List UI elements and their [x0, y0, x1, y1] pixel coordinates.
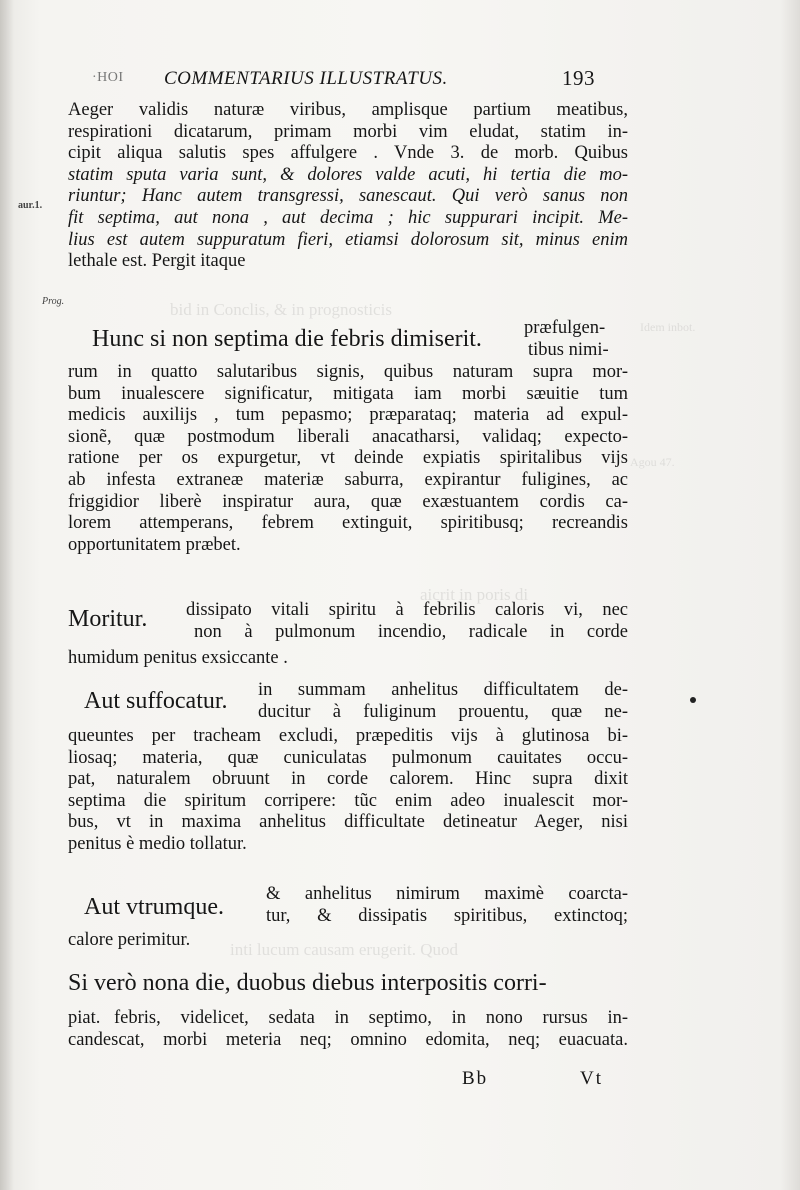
- text-line: in summam anhelitus difficultatem de-: [258, 680, 628, 700]
- text-line: opportunitatem præbet.: [68, 534, 241, 555]
- text-line: bum inualescere significatur, mitigata iam morbi sæuitie tum: [68, 383, 628, 404]
- lemma-heading: Si verò nona die, duobus diebus interpositis corri-: [68, 970, 547, 996]
- paragraph-lemma1: [68, 362, 628, 556]
- catchword: Vt: [580, 1068, 603, 1089]
- lemma-side-text: [524, 318, 628, 361]
- text-line: respirationi dicatarum, primam morbi vim eludat, statim in-: [68, 121, 628, 142]
- spine-shadow: [0, 0, 14, 1190]
- text-line: ducitur à fuliginum prouentu, quæ ne-: [258, 701, 628, 722]
- paragraph-lemma2: [68, 648, 628, 670]
- text-line: friggidior liberè inspiratur aura, quæ exæstuantem cordis ca-: [68, 491, 628, 512]
- paragraph-lemma5: [114, 1008, 628, 1030]
- text-line: ab infesta extraneæ materiæ saburra, expirantur fuligines, ac: [68, 469, 628, 490]
- paragraph-lemma5-cont: [68, 1030, 628, 1052]
- text-line: præfulgen-: [524, 318, 606, 338]
- text-line: ratione per os expurgetur, vt deinde expiatis spiritalibus vijs: [68, 448, 628, 469]
- page-number: 193: [562, 66, 595, 90]
- text-line: septima die spiritum corripere: tũc enim adeo inualescit mor-: [68, 790, 628, 811]
- text-line: queuntes per tracheam excludi, præpeditis vijs à glutinosa bi-: [68, 726, 628, 746]
- text-line: non à pulmonum incendio, radicale in corde: [194, 621, 628, 642]
- text-line: riuntur; Hanc autem transgressi, sanescaut. Qui verò sanus non: [68, 186, 628, 207]
- show-through: aicrit in poris di: [420, 585, 529, 604]
- paragraph-lemma3: [68, 726, 628, 856]
- text-line: bus, vt in maxima anhelitus difficultate detineatur Aeger, nisi: [68, 812, 628, 833]
- show-through: bid in Conclis, & in prognosticis: [170, 300, 392, 319]
- show-through: Agou 47.: [630, 455, 675, 469]
- lemma-heading: Hunc si non septima die febris dimiserit.: [92, 326, 482, 352]
- lemma-heading: Aut vtrumque.: [84, 894, 224, 920]
- lemma-side-text: [266, 884, 628, 927]
- text-line: penitus è medio tollatur.: [68, 833, 247, 854]
- paragraph-lemma4: [68, 930, 628, 952]
- text-line: lethale est. Pergit itaque: [68, 251, 246, 272]
- text-line: pat, naturalem obruunt in corde calorem. Hinc supra dixit: [68, 769, 628, 790]
- margin-note: Prog.: [42, 296, 65, 307]
- text-line: lorem attemperans, febrem extinguit, spiritibusq; recreandis: [68, 513, 628, 534]
- text-line: fit septima, aut nona , aut decima ; hic suppurari incipit. Me-: [68, 207, 628, 228]
- text-line: humidum penitus exsiccante .: [68, 648, 288, 668]
- signature-mark: Bb: [462, 1068, 489, 1089]
- lemma-heading: Moritur.: [68, 606, 148, 632]
- lemma-heading: Aut suffocatur.: [84, 688, 228, 714]
- header-title: COMMENTARIUS ILLUSTRATUS.: [164, 68, 448, 89]
- show-through: inti lucum causam erugerit. Quod: [230, 940, 459, 959]
- lemma-side-text: [258, 680, 628, 723]
- margin-note: aur.1.: [18, 200, 43, 211]
- text-line: candescat, morbi meteria neq; omnino edomita, neq; euacuata.: [68, 1030, 628, 1050]
- text-line: calore perimitur.: [68, 930, 191, 950]
- show-through: Idem inbot.: [640, 320, 696, 334]
- text-line: statim sputa varia sunt, & dolores valde acuti, hi tertia die mo-: [68, 164, 628, 185]
- text-line: medicis auxilijs , tum pepasmo; præparataq; materia ad expul-: [68, 405, 628, 426]
- text-line: sionẽ, quæ postmodum liberali anacatharsi, validaq; expecto-: [68, 426, 628, 447]
- header-runner: ·HOI: [92, 70, 124, 85]
- text-line: tibus nimi-: [528, 339, 609, 360]
- text-line: liosaq; materia, quæ cuniculatas pulmonum cauitates occu-: [68, 747, 628, 768]
- text-line: cipit aliqua salutis spes affulgere . Vnde 3. de morb. Quibus: [68, 143, 628, 164]
- lemma-side-text: [186, 600, 628, 643]
- ink-spot: [690, 697, 696, 703]
- running-header: [92, 66, 612, 96]
- text-line: rum in quatto salutaribus signis, quibus naturam supra mor-: [68, 362, 628, 382]
- text-line: dissipato vitali spiritu à febrilis caloris vi, nec: [186, 600, 628, 620]
- text-line: Aeger validis naturæ viribus, amplisque partium meatibus,: [68, 100, 628, 120]
- paragraph-intro: [68, 100, 628, 273]
- lemma-side-text: piat.: [68, 1008, 101, 1028]
- text-line: lius est autem suppuratum fieri, etiamsi dolorosum sit, minus enim: [68, 229, 628, 250]
- text-line: febris, videlicet, sedata in septimo, in nono rursus in-: [114, 1008, 628, 1028]
- text-line: tur, & dissipatis spiritibus, extinctoq;: [266, 905, 628, 926]
- text-line: & anhelitus nimirum maximè coarcta-: [266, 884, 628, 904]
